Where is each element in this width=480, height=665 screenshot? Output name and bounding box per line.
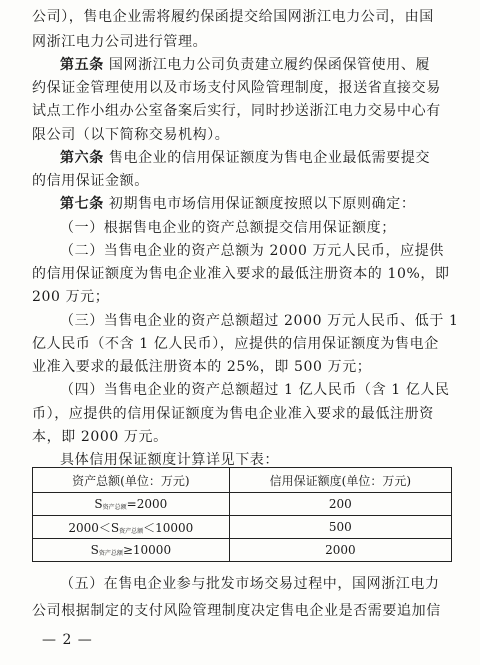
table-cell-amount: 2000 [229,539,451,562]
text-line [60,380,450,400]
text-segment: 国网浙江电力公司负责建立履约保函保管使用、履 [103,57,431,73]
text-segment: （五）在售电企业参与批发市场交易过程中，国网浙江电力 [60,576,440,592]
text-line [60,194,415,214]
text-segment: 业准入要求的最低注册资本的 25%，即 500 万元； [32,359,372,375]
text-segment: 公司），售电企业需将履约保函提交给国网浙江电力公司，由国 [32,9,434,25]
text-line [60,218,396,238]
text-line [32,78,441,98]
text-segment: （四）当售电企业的资产总额超过 1 亿人民币（含 1 亿人民 [60,382,450,398]
text-segment: 售电企业的信用保证额度为售电企业最低需要提交 [103,150,431,166]
text-line [32,264,450,284]
table-header-guarantee: 信用保证额度(单位：万元) [229,468,451,493]
text-line [32,427,168,447]
table-header-row [33,468,452,493]
text-line [60,148,430,168]
text-line [32,101,441,121]
text-segment: 具体信用保证额度计算详见下表： [60,452,279,468]
text-segment: 试点工作小组办公室备案后实行，同时抄送浙江电力交易中心有 [32,103,441,119]
table-cell-assets: 2000＜S资产总额＜10000 [33,516,230,539]
table-cell-amount: 500 [229,516,451,539]
text-line [32,601,441,621]
page-number: — 2 — [42,632,93,648]
table-row [33,493,452,516]
text-segment: （一）根据售电企业的资产总额提交信用保证额度； [60,220,396,236]
text-segment: （二）当售电企业的资产总额为 2000 万元人民币，应提供 [60,243,444,259]
credit-guarantee-table [32,467,452,562]
text-segment: 的信用保证金额。 [32,173,149,189]
text-segment: 本，即 2000 万元。 [32,429,168,445]
text-segment: 约保证金管理使用以及市场支付风险管理制度，报送省直接交易 [32,80,441,96]
text-segment: 亿人民币（不含 1 亿人民币），应提供的信用保证额度为售电企 [32,336,439,352]
text-line [32,32,207,52]
text-line [60,55,430,75]
text-line [32,357,371,377]
text-segment: （三）当售电企业的资产总额超过 2000 万元人民币、低于 1 [60,313,459,329]
table-row [33,516,452,539]
text-line [60,574,440,594]
text-segment: 币），应提供的信用保证额度为售电企业准入要求的最低注册资 [32,406,434,422]
text-line [60,241,444,261]
text-segment: 公司根据制定的支付风险管理制度决定售电企业是否需要追加信 [32,603,441,619]
article-heading: 第五条 [60,57,104,73]
text-line [32,125,229,145]
table-cell-assets: S资产总额≥10000 [33,539,230,562]
text-segment: 初期售电市场信用保证额度按照以下原则确定： [103,196,416,212]
table-cell-amount: 200 [229,493,451,516]
table-cell-assets: S资产总额=2000 [33,493,230,516]
table-header-assets: 资产总额(单位：万元) [33,468,230,493]
text-segment: 的信用保证额度为售电企业准入要求的最低注册资本的 10%，即 [32,266,450,282]
text-segment: 限公司（以下简称交易机构）。 [32,127,230,143]
text-line [60,311,459,331]
text-line [32,287,109,307]
article-heading: 第七条 [60,196,104,212]
text-line [32,334,439,354]
text-line [32,404,434,424]
text-segment: 200 万元； [32,289,110,305]
text-line [32,7,434,27]
article-heading: 第六条 [60,150,104,166]
text-segment: 网浙江电力公司进行管理。 [32,34,208,50]
table-row [33,539,452,562]
text-line [32,171,149,191]
